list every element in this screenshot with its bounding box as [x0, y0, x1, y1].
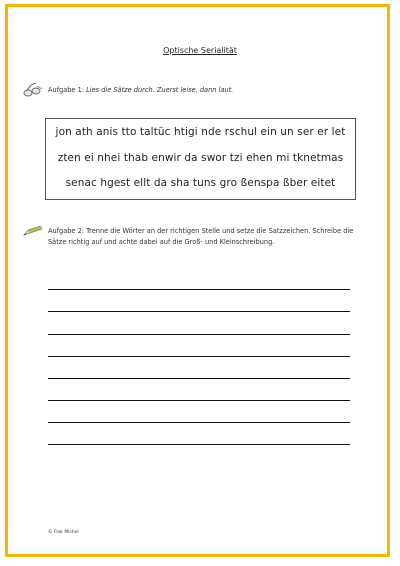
task2	[48, 226, 358, 248]
task2-instruction: Trenne die Wörter an der richtigen Stelle und setze die Satzzeichen. Schreibe die Sätze richtig auf und achte dabei auf die Groß- und Kleinschreibung.	[48, 227, 354, 246]
glasses-icon	[22, 80, 44, 98]
task2-label: Aufgabe 2:	[48, 227, 84, 235]
worksheet-title: Optische Serialität	[163, 46, 237, 55]
task1-label: Aufgabe 1:	[48, 86, 84, 94]
writing-line[interactable]	[48, 444, 350, 445]
task1	[48, 86, 233, 94]
scrambled-text-box	[45, 118, 356, 200]
scrambled-line-2: zten ei nhei thab enwir da swor tzi ehen mi tknetmas	[57, 152, 344, 164]
writing-line[interactable]	[48, 378, 350, 379]
writing-line[interactable]	[48, 422, 350, 423]
writing-line[interactable]	[48, 289, 350, 290]
writing-line[interactable]	[48, 400, 350, 401]
scrambled-line-3: senac hgest ellt da sha tuns gro ßenspa ßber eitet	[65, 177, 336, 189]
scrambled-line-1: jon ath anis tto taltüc htigi nde rschul ein un ser er let	[55, 126, 346, 138]
pencil-icon	[22, 224, 44, 238]
writing-line[interactable]	[48, 356, 350, 357]
task1-instruction: Lies die Sätze durch. Zuerst leise, dann laut.	[86, 86, 234, 94]
writing-line[interactable]	[48, 334, 350, 335]
copyright-note: © Fink Michel	[48, 530, 79, 535]
writing-line[interactable]	[48, 311, 350, 312]
